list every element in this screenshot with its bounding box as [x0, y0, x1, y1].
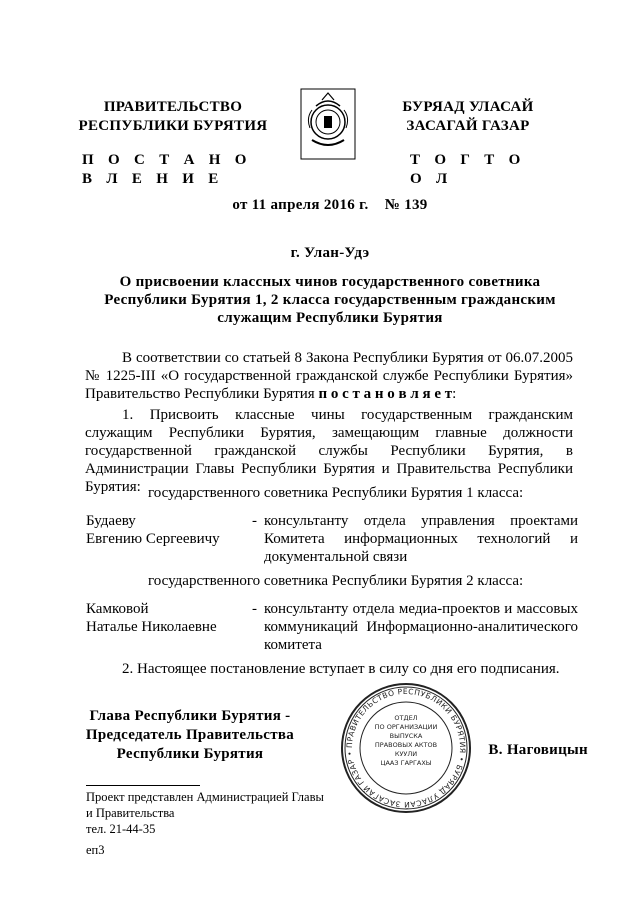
coat-of-arms-emblem: [300, 88, 356, 160]
person-1-surname: Будаеву: [86, 513, 136, 529]
government-name-bua-line2: ЗАСАГАЙ ГАЗАР: [406, 118, 530, 134]
person-2-name: Наталье Николаевне: [86, 619, 217, 635]
seal-ring-text: ПРАВИТЕЛЬСТВО РЕСПУБЛИКИ БУРЯТИЯ • БУРЯАД УЛАСАЙ ЗАСАГАЙ ГАЗАР •: [344, 686, 468, 810]
seal-inner-line6: ЦААЗ ГАРГАХЫ: [380, 759, 432, 767]
preamble-paragraph: [85, 349, 573, 403]
date-number: от 11 апреля 2016 г. № 139: [232, 197, 428, 213]
signatory-title-line2: Председатель Правительства: [85, 727, 295, 743]
government-name-ru-line1: ПРАВИТЕЛЬСТВО: [103, 99, 243, 115]
person-1-name: Евгению Сергеевичу: [86, 531, 220, 547]
footer-note-line1: Проект представлен Администрацией Главы: [86, 790, 324, 804]
footer-code: еп3: [86, 843, 105, 857]
city: г. Улан-Удэ: [290, 245, 370, 261]
seal-inner-line5: КУУЛИ: [394, 750, 418, 758]
government-name-bua-line1: БУРЯАД УЛАСАЙ: [402, 99, 534, 115]
preamble-end: :: [452, 386, 457, 402]
seal-inner-line3: ВЫПУСКА: [389, 732, 423, 740]
preamble-text: В соответствии со статьей 8 Закона Республики Бурятия от 06.07.2005 № 1225-III «О государственной гражданской службе Республики Бурятия» Правительство Республики Бурятия: [85, 350, 573, 402]
class-1-heading: государственного советника Республики Бурятия 1 класса:: [148, 485, 524, 501]
seal-inner-line2: ПО ОРГАНИЗАЦИИ: [374, 723, 438, 731]
item-2-paragraph: 2. Настоящее постановление вступает в силу со дня его подписания.: [122, 661, 560, 677]
footer-note: [86, 789, 386, 837]
signatory-title-line3: Республики Бурятия: [116, 746, 264, 762]
person-2-position: консультанту отдела медиа-проектов и массовых коммуникаций Информационно-аналитического комитета: [264, 601, 578, 653]
person-2-dash: -: [252, 601, 257, 617]
footer-note-line2: и Правительства: [86, 806, 175, 820]
document-title-line3: служащим Республики Бурятия: [217, 310, 443, 326]
footer-phone: тел. 21-44-35: [86, 822, 156, 836]
person-1-dash: -: [252, 513, 257, 529]
government-name-ru-line2: РЕСПУБЛИКИ БУРЯТИЯ: [78, 118, 268, 134]
signatory-title: [80, 707, 300, 764]
signatory-name: В. Наговицын: [488, 742, 588, 758]
document-title-line2: Республики Бурятия 1, 2 класса государственным гражданским: [104, 292, 556, 308]
person-1-fullname: [86, 512, 256, 548]
signatory-title-line1: Глава Республики Бурятия -: [89, 708, 291, 724]
footer-divider: [86, 785, 200, 786]
document-title: [80, 273, 580, 327]
document-type-ru: П О С Т А Н О В Л Е Н И Е: [82, 152, 252, 187]
person-2-surname: Камковой: [86, 601, 149, 617]
seal-inner-line1: ОТДЕЛ: [394, 714, 418, 722]
government-name-bua: [383, 98, 553, 136]
class-2-heading: государственного советника Республики Бурятия 2 класса:: [148, 573, 524, 589]
item-1-paragraph: 1. Присвоить классные чины государственным гражданским служащим Республики Бурятия, замещающим главные должности государственной гражданской службы Республики Бурятия, в Администрации Главы Республики Бурятия и Правительства Республики Бурятия:: [85, 407, 573, 495]
document-title-line1: О присвоении классных чинов государственного советника: [119, 274, 541, 290]
document-type-bua: Т О Г Т О О Л: [410, 152, 526, 187]
seal-inner-line4: ПРАВОВЫХ АКТОВ: [374, 741, 438, 749]
person-2-fullname: [86, 600, 256, 636]
government-name-ru: [78, 98, 268, 136]
person-1-position: консультанту отдела управления проектами Комитета информационных технологий и документальной связи: [264, 513, 578, 565]
preamble-decision-word: п о с т а н о в л я е т: [318, 386, 453, 402]
